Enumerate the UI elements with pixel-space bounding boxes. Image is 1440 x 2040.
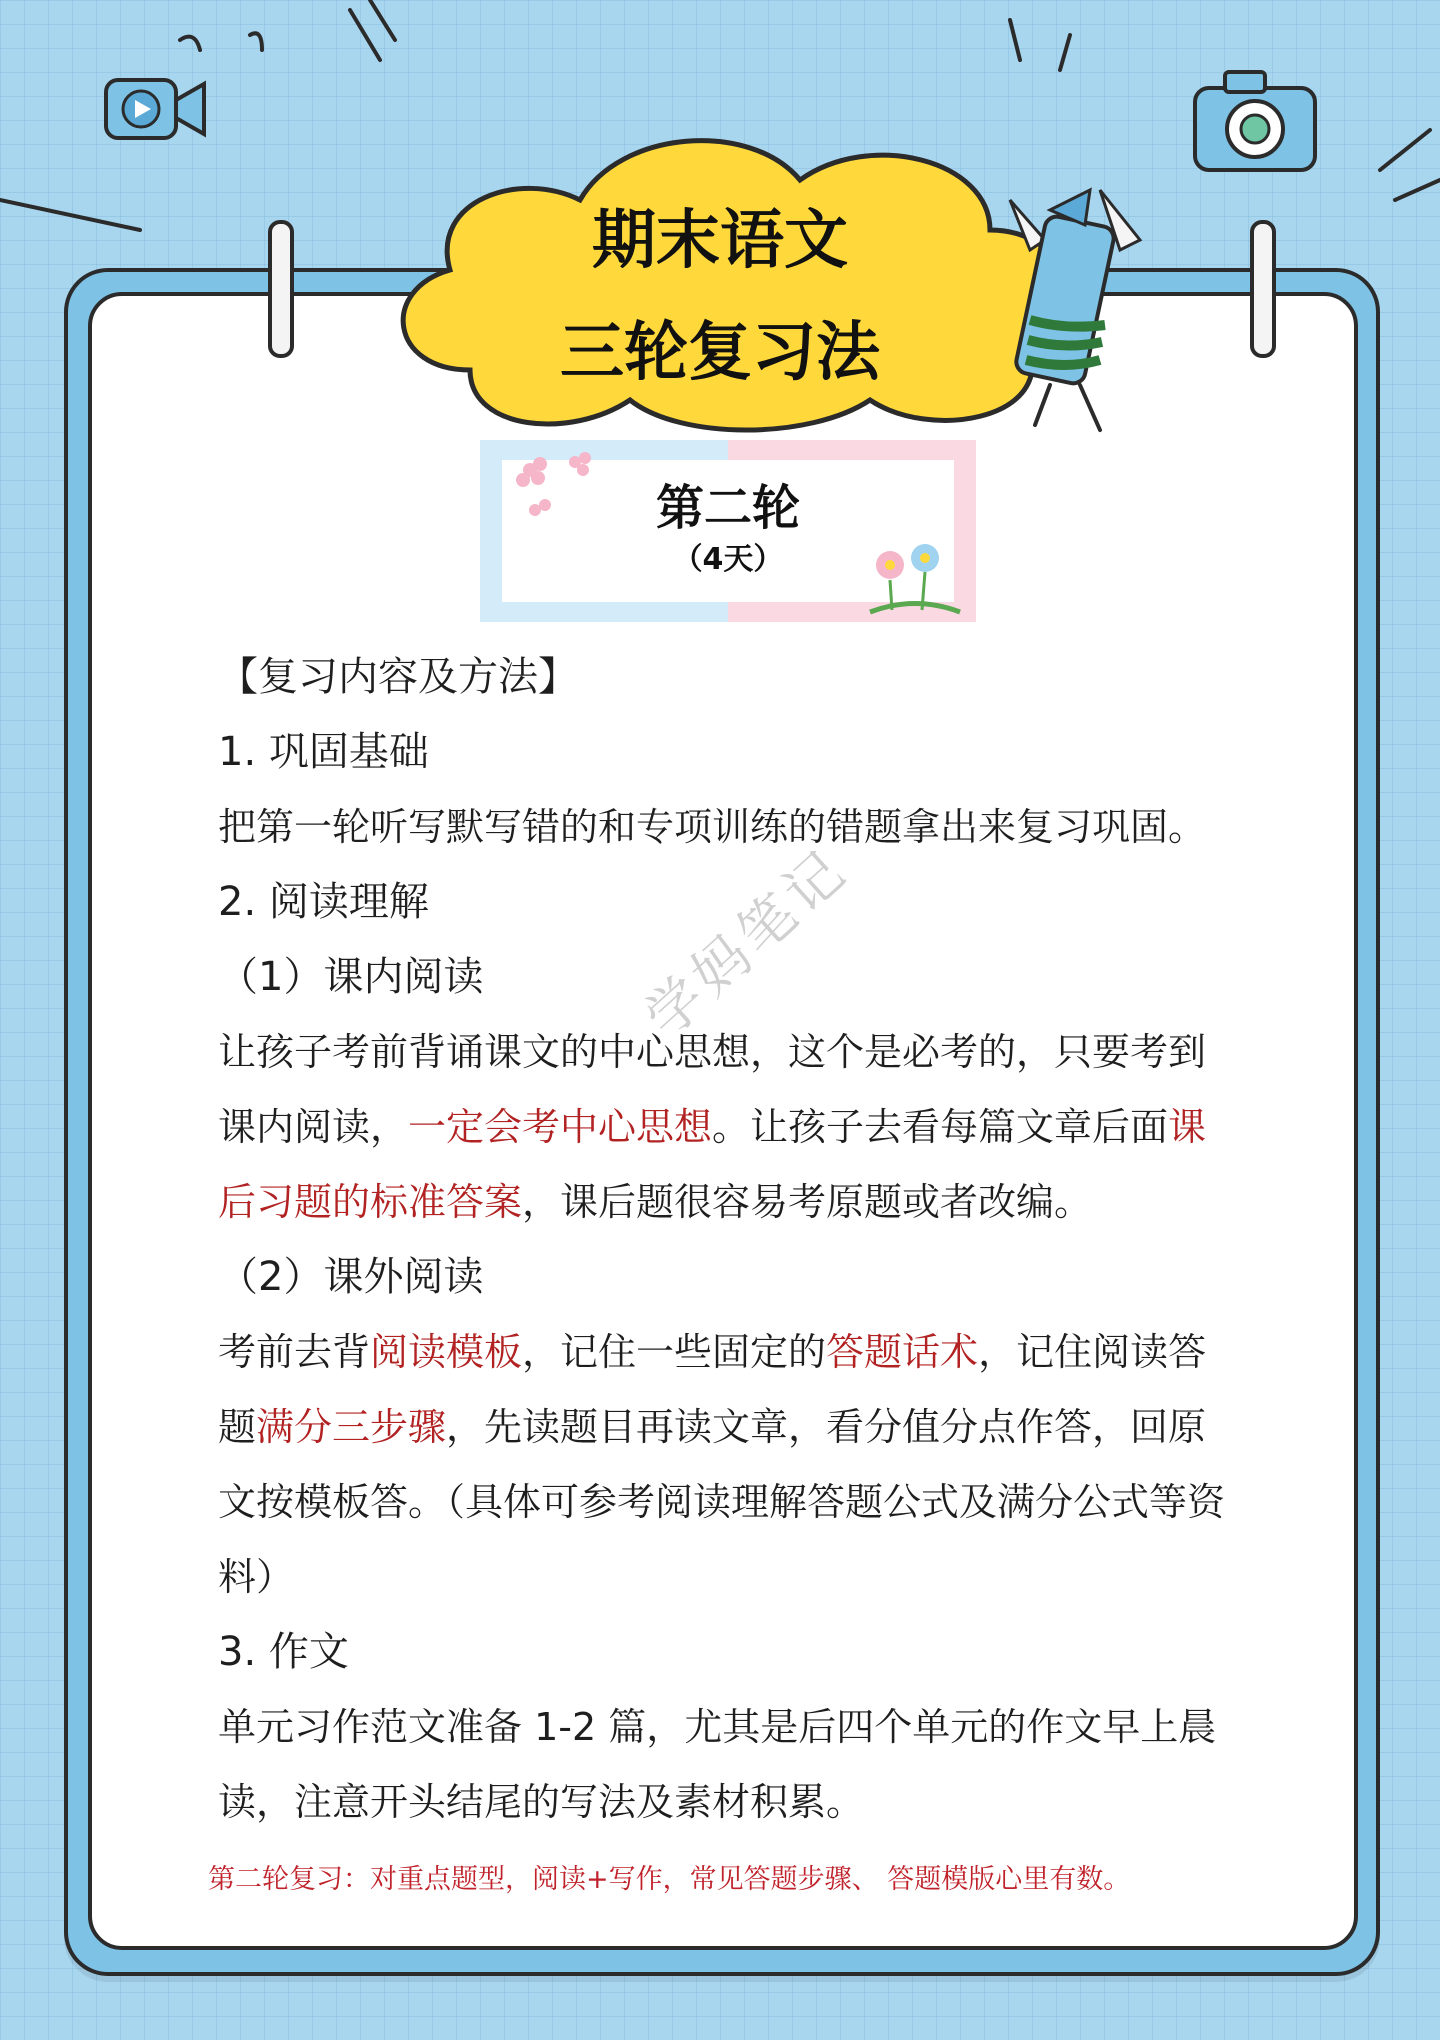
pencil-character-icon bbox=[990, 180, 1160, 440]
item2-sub2-text-a: 考前去背 bbox=[218, 1330, 371, 1374]
item2-sub1-text-c: 。让孩子去看每篇文章后面 bbox=[712, 1105, 1169, 1149]
item3-heading: 3. 作文 bbox=[218, 1629, 349, 1675]
round-duration: （4天） bbox=[672, 542, 784, 577]
watermark: 学妈笔记 bbox=[633, 836, 861, 1051]
item2-sub1-heading: （1）课内阅读 bbox=[218, 954, 484, 1000]
item2-heading: 2. 阅读理解 bbox=[218, 879, 429, 925]
round-title: 第二轮 bbox=[655, 480, 800, 536]
item2-sub2-highlight-1: 阅读模板 bbox=[370, 1330, 523, 1374]
item2-sub1-text-a: 让孩子考前背诵课文的中心思想，这个是必考的，只要考到课内阅读， bbox=[218, 1030, 1207, 1149]
item2-sub2-text-e: ，记住阅读答题 bbox=[218, 1330, 1207, 1449]
item2-sub2-highlight-3: 满分三步骤 bbox=[256, 1405, 447, 1449]
item2-sub1-paragraph bbox=[218, 1015, 1228, 1240]
binder-ring-right bbox=[1250, 220, 1276, 358]
section-heading: 【复习内容及方法】 bbox=[218, 654, 578, 700]
binder-ring-left bbox=[268, 220, 294, 358]
page-title bbox=[480, 185, 960, 409]
title-line-2: 三轮复习法 bbox=[560, 316, 880, 390]
item2-sub2-paragraph bbox=[218, 1315, 1228, 1615]
title-line-1: 期末语文 bbox=[592, 204, 848, 278]
item2-sub2-text-g: ，先读题目再读文章，看分值分点作答，回原文按模板答。（具体可参考阅读理解答题公式及满分公式等资料） bbox=[218, 1405, 1226, 1599]
item2-sub2-heading: （2）课外阅读 bbox=[218, 1254, 484, 1300]
item1-text: 把第一轮听写默写错的和专项训练的错题拿出来复习巩固。 bbox=[218, 805, 1207, 849]
item2-sub2-text-c: ，记住一些固定的 bbox=[522, 1330, 827, 1374]
item2-sub1-highlight-2: 课后习题的标准答案 bbox=[218, 1105, 1207, 1224]
footer-note: 第二轮复习：对重点题型，阅读+写作，常见答题步骤、 答题模版心里有数。 bbox=[208, 1864, 1131, 1895]
item2-sub1-text-e: ，课后题很容易考原题或者改编。 bbox=[522, 1180, 1093, 1224]
item2-sub2-highlight-2: 答题话术 bbox=[826, 1330, 979, 1374]
item2-sub1-highlight-1: 一定会考中心思想 bbox=[408, 1105, 713, 1149]
item3-text: 单元习作范文准备 1-2 篇，尤其是后四个单元的作文早上晨读，注意开头结尾的写法及素材积累。 bbox=[218, 1705, 1217, 1824]
item1-heading: 1. 巩固基础 bbox=[218, 729, 429, 775]
content-body bbox=[218, 640, 1228, 1840]
